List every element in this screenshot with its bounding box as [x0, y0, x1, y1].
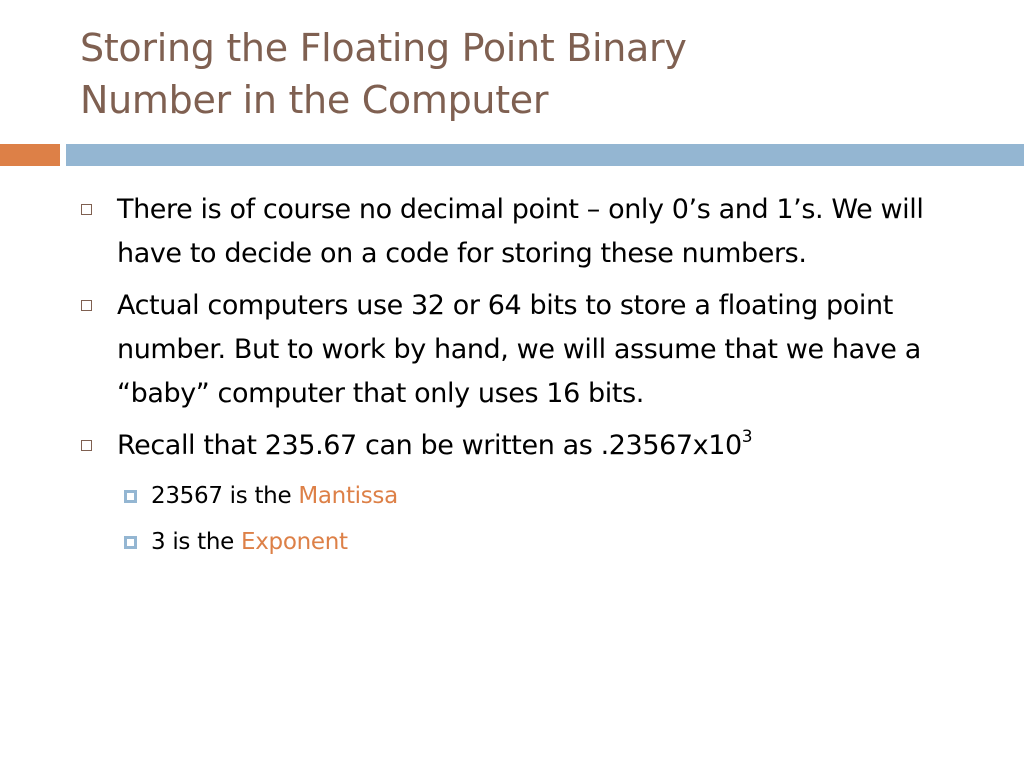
divider-orange-segment	[0, 144, 60, 166]
bullet-item	[80, 424, 980, 468]
hollow-square-bullet-icon	[81, 440, 92, 451]
divider-blue-segment	[66, 144, 1024, 166]
bullet-item	[80, 284, 980, 416]
exponent-superscript: 3	[741, 427, 753, 447]
bullet-text: Actual computers use 32 or 64 bits to store a floating point number. But to work by hand, we will assume that we have a “baby” computer that only uses 16 bits.	[117, 290, 921, 409]
filled-square-bullet-icon	[124, 536, 137, 549]
hollow-square-bullet-icon	[81, 300, 92, 311]
bullet-text: Recall that 235.67 can be written as .23567x10	[117, 430, 742, 461]
slide-body	[80, 188, 980, 568]
filled-square-bullet-icon	[124, 490, 137, 503]
sub-bullet-term: Exponent	[241, 529, 348, 555]
bullet-item	[80, 188, 980, 276]
title-line-2: Number in the Computer	[80, 78, 549, 122]
title-line-1: Storing the Floating Point Binary	[80, 26, 687, 70]
title-divider	[0, 144, 1024, 166]
sub-bullet-item	[80, 522, 980, 562]
slide-title	[80, 22, 980, 126]
sub-bullet-item	[80, 476, 980, 516]
bullet-text: There is of course no decimal point – only 0’s and 1’s. We will have to decide on a code for storing these numbers.	[117, 194, 924, 269]
hollow-square-bullet-icon	[81, 204, 92, 215]
sub-bullet-prefix: 3 is the	[151, 529, 241, 555]
sub-bullet-term: Mantissa	[298, 483, 398, 509]
sub-bullet-prefix: 23567 is the	[151, 483, 299, 509]
